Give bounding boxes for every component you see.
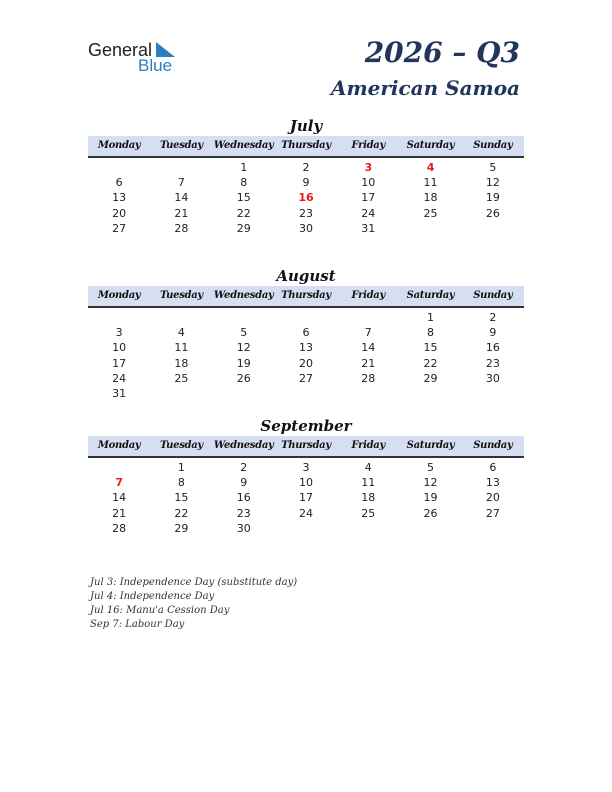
weekday-label: Monday <box>97 290 141 301</box>
month-september <box>88 416 524 536</box>
holiday-note: Jul 3: Independence Day (substitute day) <box>90 577 298 588</box>
weekday-label: Saturday <box>406 290 455 301</box>
week-row <box>88 386 524 401</box>
weekday-label: Tuesday <box>159 440 203 451</box>
day-cell: 27 <box>112 221 127 235</box>
day-cell: 3 <box>302 461 310 474</box>
weekday-label: Wednesday <box>213 440 274 451</box>
day-cell: 12 <box>423 476 438 490</box>
week-row <box>88 221 524 236</box>
day-cell: 5 <box>427 461 435 474</box>
day-cell: 31 <box>361 221 376 235</box>
day-cell: 3 <box>115 326 123 340</box>
day-cell: 28 <box>361 371 376 385</box>
day-cell: 27 <box>485 506 500 520</box>
day-cell <box>399 221 461 236</box>
weekday-label: Sunday <box>473 140 513 151</box>
day-cell: 16 <box>236 491 251 505</box>
day-cell: 7 <box>364 326 372 340</box>
holiday-notes <box>90 576 297 632</box>
day-cell: 23 <box>485 356 500 370</box>
day-cell <box>150 160 212 175</box>
day-cell: 14 <box>112 491 127 505</box>
day-cell: 17 <box>112 356 127 370</box>
day-cell: 23 <box>298 206 313 220</box>
day-cell: 5 <box>489 161 497 174</box>
day-cell: 17 <box>361 191 376 205</box>
week-row <box>88 175 524 190</box>
week-row <box>88 206 524 221</box>
week-row <box>88 521 524 536</box>
day-cell: 11 <box>361 476 376 490</box>
day-cell: 2 <box>302 161 310 174</box>
day-cell <box>462 521 524 536</box>
day-cell: 20 <box>112 206 127 220</box>
day-cell: 26 <box>236 371 251 385</box>
weekday-label: Friday <box>351 440 385 451</box>
day-cell: 28 <box>112 521 127 535</box>
day-cell: 15 <box>174 491 189 505</box>
week-row <box>88 190 524 205</box>
day-cell: 13 <box>298 341 313 355</box>
day-cell <box>88 160 150 175</box>
day-cell <box>88 310 150 325</box>
week-row <box>88 310 524 325</box>
day-cell: 18 <box>423 191 438 205</box>
weekday-label: Wednesday <box>213 290 274 301</box>
day-cell: 21 <box>361 356 376 370</box>
day-cell: 27 <box>298 371 313 385</box>
weekday-label: Friday <box>351 140 385 151</box>
holiday-day-cell: 4 <box>426 161 435 174</box>
logo-word-general: General <box>88 40 153 60</box>
day-cell: 6 <box>489 461 497 474</box>
day-cell <box>213 310 275 325</box>
weekday-header <box>88 286 524 308</box>
weekday-label: Sunday <box>473 290 513 301</box>
day-grid <box>88 460 524 536</box>
month-july <box>88 116 524 236</box>
day-cell: 22 <box>423 356 438 370</box>
weekday-label: Monday <box>97 440 141 451</box>
day-cell: 10 <box>361 176 376 190</box>
day-cell <box>462 386 524 401</box>
day-cell: 13 <box>112 191 127 205</box>
day-cell: 24 <box>298 506 313 520</box>
day-cell <box>275 386 337 401</box>
day-cell <box>337 386 399 401</box>
day-cell: 10 <box>298 476 313 490</box>
day-cell: 19 <box>236 356 251 370</box>
day-cell: 1 <box>177 461 185 474</box>
weekday-header <box>88 136 524 158</box>
day-cell <box>337 521 399 536</box>
day-cell: 15 <box>236 191 251 205</box>
day-cell: 18 <box>174 356 189 370</box>
holiday-day-cell: 7 <box>115 476 123 490</box>
day-cell: 5 <box>240 326 248 340</box>
weekday-header <box>88 436 524 458</box>
day-cell: 6 <box>302 326 310 340</box>
day-cell <box>399 386 461 401</box>
day-cell <box>88 460 150 475</box>
day-cell: 2 <box>489 311 497 324</box>
holiday-day-cell: 3 <box>364 161 373 174</box>
weekday-label: Tuesday <box>159 290 203 301</box>
day-cell: 25 <box>174 371 189 385</box>
day-cell: 18 <box>361 491 376 505</box>
day-cell: 26 <box>423 506 438 520</box>
day-cell <box>275 310 337 325</box>
day-cell: 29 <box>236 221 251 235</box>
day-cell: 20 <box>298 356 313 370</box>
weekday-label: Sunday <box>473 440 513 451</box>
weekday-label: Saturday <box>406 440 455 451</box>
day-cell <box>150 386 212 401</box>
page-title: 2026 – Q3 <box>364 36 520 69</box>
day-cell: 30 <box>236 521 251 535</box>
holiday-note: Jul 16: Manu'a Cession Day <box>90 605 230 616</box>
day-cell: 26 <box>485 206 500 220</box>
day-cell: 13 <box>485 476 500 490</box>
day-cell: 21 <box>112 506 127 520</box>
day-cell <box>275 521 337 536</box>
week-row <box>88 460 524 475</box>
week-row <box>88 340 524 355</box>
holiday-note: Sep 7: Labour Day <box>90 619 185 630</box>
month-name: July <box>289 117 323 135</box>
weekday-label: Friday <box>351 290 385 301</box>
day-cell: 8 <box>177 476 185 490</box>
day-cell: 30 <box>298 221 313 235</box>
weekday-label: Tuesday <box>159 140 203 151</box>
day-cell: 6 <box>115 176 123 190</box>
logo <box>88 40 188 76</box>
day-cell: 24 <box>112 371 127 385</box>
day-cell: 22 <box>236 206 251 220</box>
day-cell <box>150 310 212 325</box>
weekday-label: Thursday <box>281 290 331 301</box>
day-cell: 11 <box>174 341 189 355</box>
week-row <box>88 356 524 371</box>
week-row <box>88 490 524 505</box>
day-cell: 4 <box>364 461 372 474</box>
day-cell: 22 <box>174 506 189 520</box>
day-cell: 14 <box>361 341 376 355</box>
day-cell: 30 <box>485 371 500 385</box>
day-cell: 12 <box>236 341 251 355</box>
day-cell <box>462 221 524 236</box>
day-cell: 23 <box>236 506 251 520</box>
day-cell: 9 <box>489 326 497 340</box>
holiday-note: Jul 4: Independence Day <box>90 591 215 602</box>
day-cell: 24 <box>361 206 376 220</box>
day-cell: 9 <box>240 476 248 490</box>
weekday-label: Thursday <box>281 440 331 451</box>
month-august <box>88 266 524 401</box>
day-cell <box>337 310 399 325</box>
day-cell: 12 <box>485 176 500 190</box>
week-row <box>88 475 524 490</box>
weekday-label: Wednesday <box>213 140 274 151</box>
month-name: September <box>260 417 352 435</box>
logo-word-blue: Blue <box>138 56 173 75</box>
day-cell <box>399 521 461 536</box>
week-row <box>88 506 524 521</box>
holiday-day-cell: 16 <box>298 191 314 205</box>
day-cell: 20 <box>485 491 500 505</box>
day-cell: 14 <box>174 191 189 205</box>
day-cell: 15 <box>423 341 438 355</box>
weekday-label: Monday <box>97 140 141 151</box>
day-cell: 28 <box>174 221 189 235</box>
day-cell <box>213 386 275 401</box>
day-cell: 19 <box>423 491 438 505</box>
day-cell: 10 <box>112 341 127 355</box>
day-cell: 29 <box>423 371 438 385</box>
day-cell: 21 <box>174 206 189 220</box>
week-row <box>88 160 524 175</box>
day-grid <box>88 310 524 401</box>
day-cell: 11 <box>423 176 438 190</box>
month-name: August <box>276 267 336 285</box>
day-cell: 1 <box>240 161 248 174</box>
day-cell: 17 <box>298 491 313 505</box>
day-cell: 8 <box>427 326 435 340</box>
day-cell: 9 <box>302 176 310 190</box>
day-cell: 19 <box>485 191 500 205</box>
day-cell: 1 <box>427 311 435 324</box>
day-cell: 2 <box>240 461 248 474</box>
day-cell: 25 <box>361 506 376 520</box>
day-cell: 4 <box>177 326 185 340</box>
day-cell: 16 <box>485 341 500 355</box>
page-subtitle: American Samoa <box>330 76 520 100</box>
day-cell: 29 <box>174 521 189 535</box>
day-cell: 8 <box>240 176 248 190</box>
day-grid <box>88 160 524 236</box>
week-row <box>88 371 524 386</box>
week-row <box>88 325 524 340</box>
weekday-label: Saturday <box>406 140 455 151</box>
day-cell: 7 <box>177 176 185 190</box>
weekday-label: Thursday <box>281 140 331 151</box>
day-cell: 31 <box>112 386 127 400</box>
day-cell: 25 <box>423 206 438 220</box>
